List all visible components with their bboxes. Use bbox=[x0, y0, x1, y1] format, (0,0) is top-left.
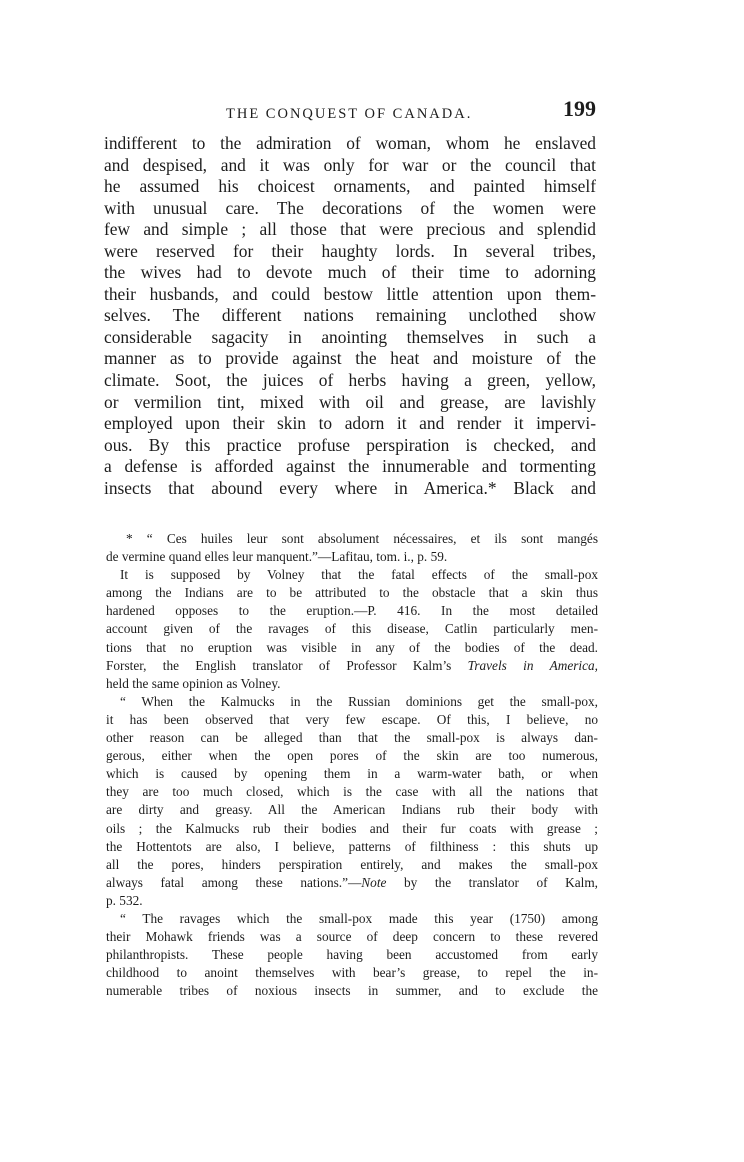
text-line: the wives had to devote much of their time to adorning bbox=[104, 262, 596, 283]
footnote-line: childhood to anoint themselves with bear’s grease, to repel the in- bbox=[106, 965, 598, 981]
text-line: ous. By this practice profuse perspiration is checked, and bbox=[104, 434, 596, 455]
footnote-text: by the translator of Kalm, bbox=[386, 874, 598, 890]
text-line: selves. The different nations remaining unclothed show bbox=[104, 305, 596, 326]
text-line: he assumed his choicest ornaments, and painted himself bbox=[104, 176, 596, 197]
footnote-line: account given of the ravages of this disease, Catlin particularly men- bbox=[106, 621, 598, 637]
footnote-line bbox=[106, 874, 598, 892]
text-line: and despised, and it was only for war or the council that bbox=[104, 154, 596, 175]
footnote-line: hardened opposes to the eruption.—P. 416. In the most detailed bbox=[106, 603, 598, 619]
footnotes bbox=[106, 530, 598, 1000]
footnote-line: they are too much closed, which is the case with all the nations that bbox=[106, 784, 598, 800]
footnote-line: oils ; the Kalmucks rub their bodies and their fur coats with grease ; bbox=[106, 820, 598, 836]
footnote-line: held the same opinion as Volney. bbox=[106, 675, 281, 691]
text-line: a defense is afforded against the innumerable and tormenting bbox=[104, 456, 596, 477]
footnote-text: Forster, the English translator of Professor Kalm’s bbox=[106, 657, 468, 673]
footnote-line: numerable tribes of noxious insects in summer, and to exclude the bbox=[106, 983, 598, 999]
footnote-line: de vermine quand elles leur manquent.”—Lafitau, tom. i., p. 59. bbox=[106, 549, 448, 565]
footnote-line bbox=[106, 657, 598, 675]
footnote-line: gerous, either when the open pores of the skin are too numerous, bbox=[106, 748, 598, 764]
footnote-line: philanthropists. These people having been accustomed from early bbox=[106, 947, 598, 963]
note-label: Note bbox=[361, 874, 387, 890]
text-line: or vermilion tint, mixed with oil and grease, are lavishly bbox=[104, 391, 596, 412]
footnote-text: always fatal among these nations.”— bbox=[106, 874, 362, 890]
footnote-line: all the pores, hinders perspiration entirely, and makes the small-pox bbox=[106, 856, 598, 872]
running-head bbox=[104, 96, 596, 126]
text-line: with unusual care. The decorations of the women were bbox=[104, 197, 596, 218]
text-line: were reserved for their haughty lords. In several tribes, bbox=[104, 240, 596, 261]
book-title: Travels in America, bbox=[467, 657, 598, 673]
footnote-line: are dirty and greasy. All the American Indians rub their body with bbox=[106, 802, 598, 818]
text-line: indifferent to the admiration of woman, whom he enslaved bbox=[104, 133, 596, 153]
footnote-line: “ The ravages which the small-pox made this year (1750) among bbox=[120, 910, 598, 926]
text-line: few and simple ; all those that were precious and splendid bbox=[104, 219, 596, 240]
footnote-line: It is supposed by Volney that the fatal effects of the small-pox bbox=[120, 567, 598, 583]
text-line: climate. Soot, the juices of herbs having a green, yellow, bbox=[104, 370, 596, 391]
text-line: insects that abound every where in America.* Black and bbox=[104, 477, 596, 498]
footnote-line: the Hottentots are also, I believe, patterns of filthiness : this shuts up bbox=[106, 838, 598, 854]
footnote-line: other reason can be alleged than that the small-pox is always dan- bbox=[106, 730, 598, 746]
page-number: 199 bbox=[563, 96, 596, 121]
footnote-line: it has been observed that very few escape. Of this, I believe, no bbox=[106, 711, 598, 727]
text-line: manner as to provide against the heat and moisture of the bbox=[104, 348, 596, 369]
footnote-line: which is caused by opening them in a warm-water bath, or when bbox=[106, 766, 598, 782]
text-line: employed upon their skin to adorn it and render it impervi- bbox=[104, 413, 596, 434]
footnote-line: among the Indians are to be attributed to the obstacle that a skin thus bbox=[106, 585, 598, 601]
footnote-line: * “ Ces huiles leur sont absolument nécessaires, et ils sont mangés bbox=[126, 531, 598, 546]
running-title: THE CONQUEST OF CANADA. bbox=[226, 106, 473, 122]
text-line: their husbands, and could bestow little attention upon them- bbox=[104, 283, 596, 304]
text-line: considerable sagacity in anointing themselves in such a bbox=[104, 326, 596, 347]
footnote-line: their Mohawk friends was a source of deep concern to these revered bbox=[106, 929, 598, 945]
main-text bbox=[104, 133, 596, 499]
footnote-line: tions that no eruption was visible in any of the bodies of the dead. bbox=[106, 639, 598, 655]
footnote-line: p. 532. bbox=[106, 892, 143, 908]
footnote-line: “ When the Kalmucks in the Russian dominions get the small-pox, bbox=[120, 693, 598, 709]
